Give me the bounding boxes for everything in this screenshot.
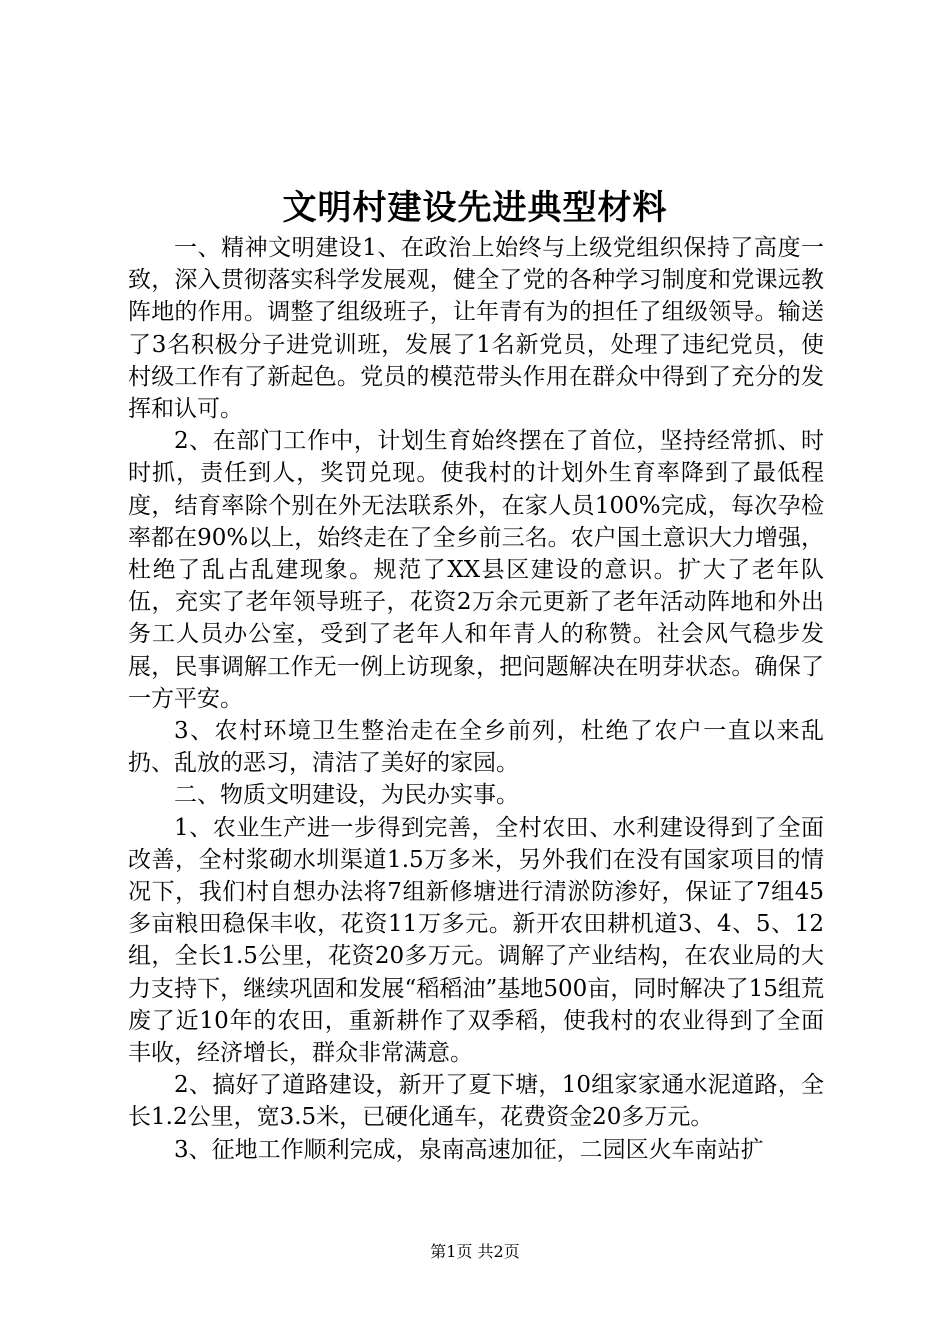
paragraph-department-work: 2、在部门工作中，计划生育始终摆在了首位，坚持经常抓、时时抓，责任到人，奖罚兑现。使我村的计划外生育率降到了最低程度，结育率除个别在外无法联系外，在家人员100%完成，每次孕检率都在90%以上，始终走在了全乡前三名。农户国土意识大力增强，杜绝了乱占乱建现象。规范了XX县区建设的意识。扩大了老年队伍，充实了老年领导班子，花资2万余元更新了老年活动阵地和外出务工人员办公室，受到了老年人和年青人的称赞。社会风气稳步发展，民事调解工作无一例上访现象，把问题解决在明芽状态。确保了一方平安。 bbox=[128, 428, 824, 712]
paragraph-agriculture: 1、农业生产进一步得到完善，全村农田、水利建设得到了全面改善，全村浆砌水圳渠道1.5万多米，另外我们在没有国家项目的情况下，我们村自想办法将7组新修塘进行清淤防渗好，保证了7组45多亩粮田稳保丰收，花资11万多元。新开农田耕机道3、4、5、12组，全长1.5公里，花资20多万元。调解了产业结构，在农业局的大力支持下，继续巩固和发展“稻稻油”基地500亩，同时解决了15组荒废了近10年的农田，重新耕作了双季稻，使我村的农业得到了全面丰收，经济增长，群众非常满意。 bbox=[128, 814, 824, 1067]
paragraph-environment: 3、农村环境卫生整治走在全乡前列，杜绝了农户一直以来乱扔、乱放的恶习，清洁了美好的家园。 bbox=[128, 718, 824, 777]
page-footer: 第1页 共2页 bbox=[430, 1242, 520, 1261]
paragraph-road-construction: 2、搞好了道路建设，新开了夏下塘，10组家家通水泥道路，全长1.2公里，宽3.5米，已硬化通车，花费资金20多万元。 bbox=[128, 1072, 824, 1131]
paragraph-land-acquisition: 3、征地工作顺利完成，泉南高速加征，二园区火车南站扩 bbox=[174, 1136, 764, 1163]
document-title: 文明村建设先进典型材料 bbox=[282, 188, 668, 228]
paragraph-spiritual-civilization: 一、精神文明建设1、在政治上始终与上级党组织保持了高度一致，深入贯彻落实科学发展观，健全了党的各种学习制度和党课远教阵地的作用。调整了组级班子，让年青有为的担任了组级领导。输送了3名积极分子进党训班，发展了1名新党员，处理了违纪党员，使村级工作有了新起色。党员的模范带头作用在群众中得到了充分的发挥和认可。 bbox=[128, 235, 824, 423]
paragraph-material-civilization-heading: 二、物质文明建设，为民办实事。 bbox=[174, 782, 519, 809]
document-body bbox=[128, 232, 824, 1166]
